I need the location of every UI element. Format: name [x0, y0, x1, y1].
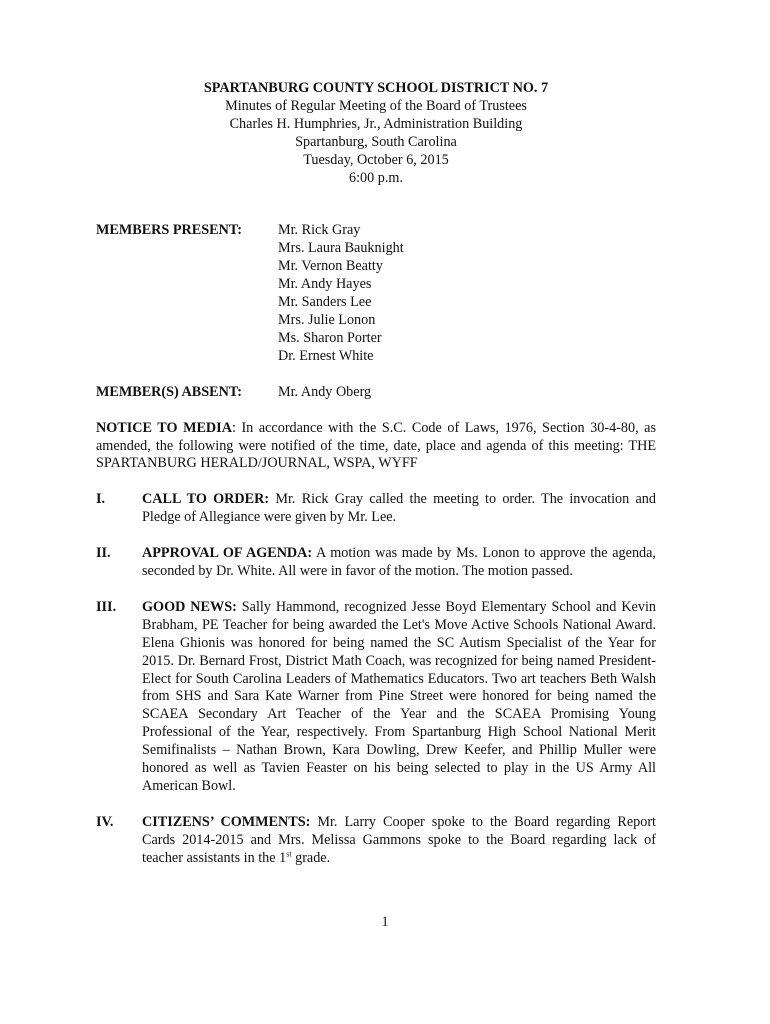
item-number: III. [96, 598, 117, 615]
item-body [142, 599, 656, 796]
agenda-item-approval-of-agenda [96, 545, 656, 581]
member-name: Mr. Andy Oberg [278, 383, 372, 400]
item-body [142, 814, 656, 868]
item-title: CITIZENS’ COMMENTS: [142, 813, 311, 830]
ordinal-suffix: st [286, 848, 292, 858]
members-present-label: MEMBERS PRESENT: [96, 222, 242, 239]
member-name: Mr. Rick Gray [278, 222, 361, 239]
item-text: A motion was made by Ms. Lonon to approve the agenda, seconded by Dr. White. All were in favor of the motion. The motion passed. [142, 545, 656, 580]
member-name: Mr. Vernon Beatty [278, 258, 383, 275]
meeting-date: Tuesday, October 6, 2015 [303, 151, 449, 168]
document-header [96, 80, 656, 187]
meeting-time: 6:00 p.m. [349, 169, 403, 186]
item-body [142, 491, 656, 527]
meeting-subtitle: Minutes of Regular Meeting of the Board of Trustees [225, 97, 527, 114]
district-title: SPARTANBURG COUNTY SCHOOL DISTRICT NO. 7 [203, 80, 549, 96]
member-name: Mr. Andy Hayes [278, 276, 372, 293]
item-number: II. [96, 545, 111, 562]
agenda-item-citizens-comments [96, 814, 656, 868]
member-name: Dr. Ernest White [278, 347, 374, 364]
members-absent-list [278, 384, 371, 402]
members-present-section [96, 222, 656, 365]
page-number: 1 [381, 914, 389, 930]
document-page [96, 80, 656, 868]
agenda-item-call-to-order [96, 491, 656, 527]
item-number: IV. [96, 813, 114, 830]
member-name: Mrs. Julie Lonon [278, 311, 376, 328]
item-title: GOOD NEWS: [142, 598, 237, 615]
member-name: Mrs. Laura Bauknight [278, 240, 404, 257]
item-number: I. [96, 491, 106, 508]
item-text: Sally Hammond, recognized Jesse Boyd Elementary School and Kevin Brabham, PE Teacher for being awarded the Let's Move Active Schools National Award. Elena Ghionis was honored for being named the SC Autism Specialist of the Year for 2015. Dr. Bernard Frost, District Math Coach, was recognized for being named President-Elect for South Carolina Leaders of Mathematics Educators. Two art teachers Beth Walsh from SHS and Sara Kate Warner from Pine Street were honored for being named the SCAEA Secondary Art Teacher of the Year and the SCAEA Promising Young Professional of the Year, respectively. From Spartanburg High School National Merit Semifinalists – Nathan Brown, Kara Dowling, Drew Keefer, and Phillip Muller were honored as well as Tavien Feaster on his being selected to play in the US Army All American Bowl. [142, 598, 656, 794]
agenda-item-good-news [96, 599, 656, 796]
meeting-building: Charles H. Humphries, Jr., Administration Building [229, 115, 523, 132]
item-title: CALL TO ORDER: [142, 491, 270, 508]
member-name: Mr. Sanders Lee [278, 294, 372, 311]
item-text-end: grade. [291, 849, 331, 866]
item-text: Mr. Larry Cooper spoke to the Board regarding Report Cards 2014-2015 and Mrs. Melissa Gammons spoke to the Board regarding lack of teacher assistants in the 1 [142, 813, 656, 866]
item-title: APPROVAL OF AGENDA: [142, 545, 313, 562]
member-name: Ms. Sharon Porter [278, 329, 382, 346]
item-text: Mr. Rick Gray called the meeting to order. The invocation and Pledge of Allegiance were given by Mr. Lee. [142, 491, 656, 526]
item-body [142, 545, 656, 581]
members-present-list [278, 222, 404, 365]
notice-text: : In accordance with the S.C. Code of Laws, 1976, Section 30-4-80, as amended, the following were notified of the time, date, place and agenda of this meeting: THE SPARTANBURG HERALD/JOURNAL, WSPA, WYFF [96, 419, 657, 472]
meeting-location: Spartanburg, South Carolina [295, 133, 457, 150]
notice-to-media [96, 420, 656, 474]
notice-label: NOTICE TO MEDIA [96, 419, 232, 436]
members-absent-section [96, 384, 656, 402]
members-absent-label: MEMBER(S) ABSENT: [96, 383, 242, 400]
